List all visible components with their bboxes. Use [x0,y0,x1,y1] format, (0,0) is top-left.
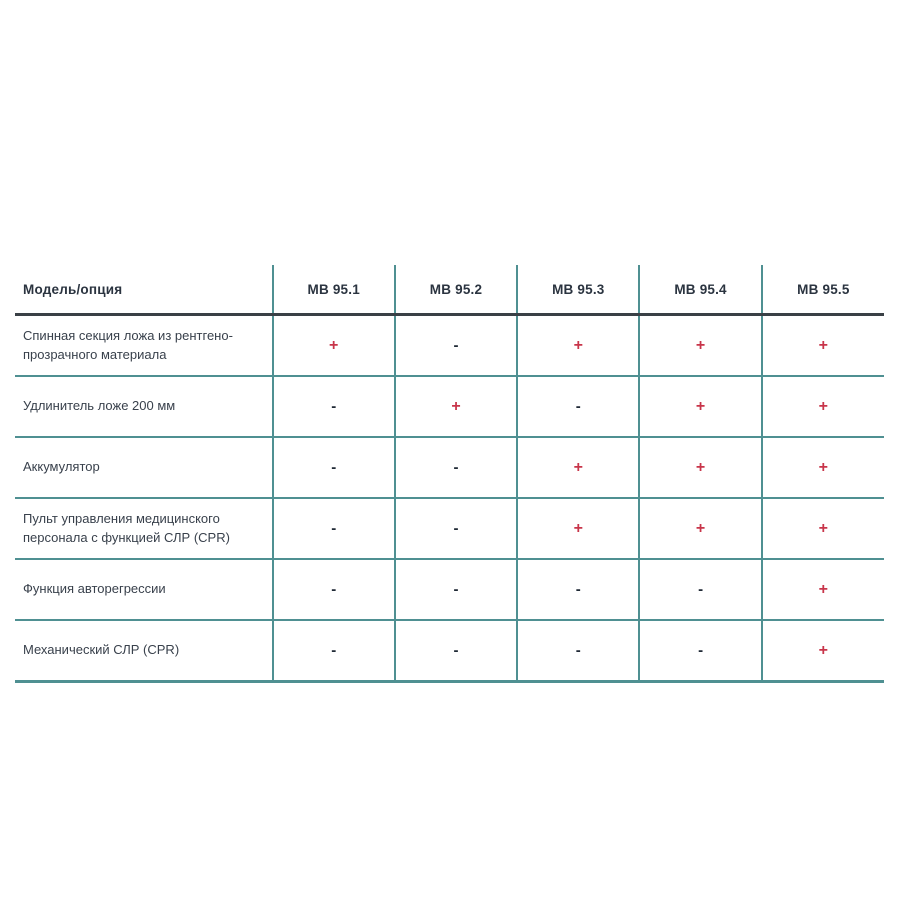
table-row [15,376,884,437]
cell-value: - [395,315,517,377]
row-label-staff-control-cpr: Пульт управления медицинского персонала с функцией СЛР (CPR) [15,498,273,559]
row-label-back-section: Спинная секция ложа из рентгено-прозрачного материала [15,315,273,377]
row-label-mechanical-cpr: Механический СЛР (CPR) [15,620,273,682]
table-row [15,437,884,498]
cell-value: - [639,559,761,620]
table-row [15,315,884,377]
cell-value: + [762,376,884,437]
cell-value: - [273,620,395,682]
header-row [15,265,884,315]
cell-value: - [273,437,395,498]
cell-value: - [517,376,639,437]
cell-value: + [639,376,761,437]
table-row [15,620,884,682]
table-body [15,315,884,682]
cell-value: - [639,620,761,682]
cell-value: - [395,437,517,498]
cell-value: + [517,498,639,559]
cell-value: + [762,620,884,682]
row-label-battery: Аккумулятор [15,437,273,498]
row-label-bed-extension: Удлинитель ложе 200 мм [15,376,273,437]
table-row [15,559,884,620]
row-label-autoregression: Функция авторегрессии [15,559,273,620]
column-header-mb-95-1: МВ 95.1 [273,265,395,315]
cell-value: + [273,315,395,377]
cell-value: + [517,315,639,377]
cell-value: - [395,498,517,559]
cell-value: + [517,437,639,498]
cell-value: + [762,437,884,498]
cell-value: + [639,437,761,498]
cell-value: + [762,559,884,620]
cell-value: + [762,315,884,377]
cell-value: - [395,620,517,682]
cell-value: + [762,498,884,559]
column-header-mb-95-5: МВ 95.5 [762,265,884,315]
cell-value: + [639,315,761,377]
cell-value: + [639,498,761,559]
cell-value: - [517,620,639,682]
column-header-mb-95-3: МВ 95.3 [517,265,639,315]
column-header-mb-95-2: МВ 95.2 [395,265,517,315]
cell-value: - [273,376,395,437]
cell-value: - [273,559,395,620]
cell-value: - [395,559,517,620]
cell-value: + [395,376,517,437]
model-options-comparison-table [15,265,884,683]
cell-value: - [517,559,639,620]
table-header [15,265,884,315]
column-header-mb-95-4: МВ 95.4 [639,265,761,315]
table-row [15,498,884,559]
column-header-model-option: Модель/опция [15,265,273,315]
cell-value: - [273,498,395,559]
